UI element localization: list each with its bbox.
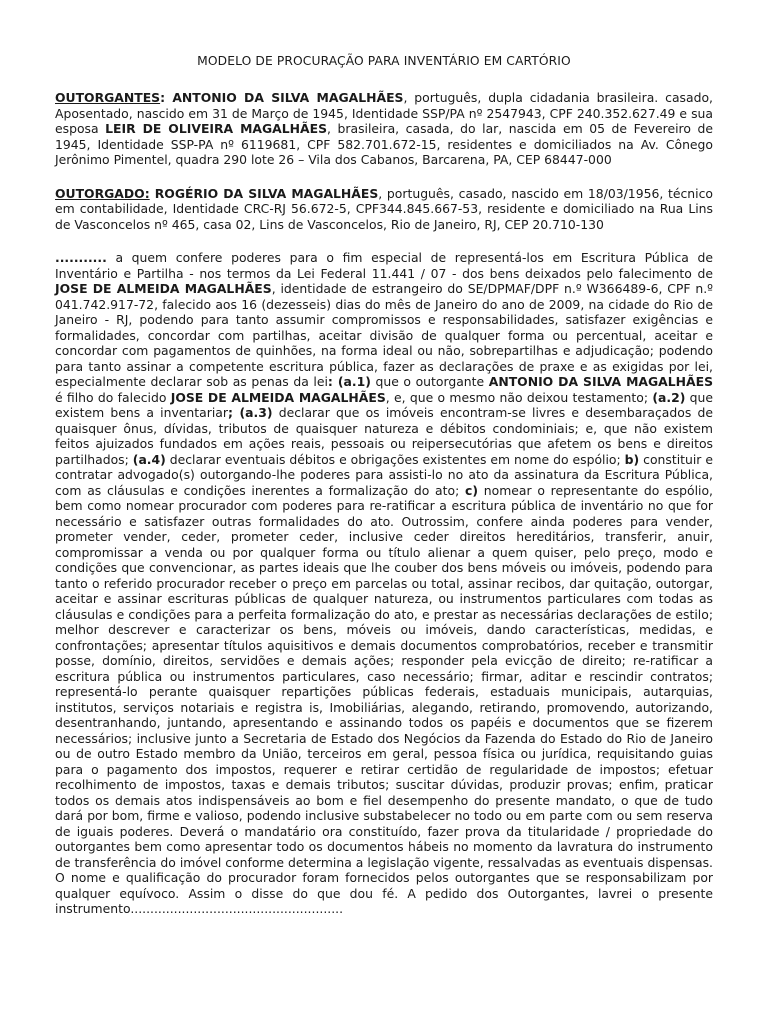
item-a1: : (a.1) xyxy=(327,374,371,389)
item-c: c) xyxy=(465,482,479,498)
outorgante-2-details: , brasileira, casada, do lar, nascida em 05 de Fevereiro de 1945, Identidade SSP-PA nº 6119681, CPF 582.701.672-15, residentes e domiciliados na Av. Cônego Jerônimo Pimentel, quadra 290 lote 26 – Vila dos Cabanos, Barcarena, PA, CEP 68447-000 xyxy=(55,121,713,167)
powers-paragraph xyxy=(55,250,713,917)
item-a2: (a.2) xyxy=(652,389,686,405)
deceased-name-1: JOSE DE ALMEIDA MAGALHÃES xyxy=(55,281,272,296)
outorgantes-label: OUTORGANTES xyxy=(55,90,161,105)
outorgado-name: ROGÉRIO DA SILVA MAGALHÃES xyxy=(154,185,379,201)
outorgantes-colon: : xyxy=(160,90,173,105)
body-text-6: que existem bens a inventariar xyxy=(55,389,714,420)
body-text-5: , e, que o mesmo não deixou testamento; xyxy=(385,389,653,405)
outorgantes-paragraph xyxy=(55,90,713,168)
item-b: b) xyxy=(624,451,640,467)
body-text-10: nomear o representante do espólio, bem como nomear procurador com poderes para re-ratificar a escritura pública de inventário no que for necessário e satisfazer outras formalidades do ato. Outrossim, confere ainda poderes para vender, prometer vender, ceder, prometer ceder, inclusive ceder direitos hereditários, transferir, anuir, compromissar a venda ou por qualquer forma ou título alienar a quem quiser, pelo preço, modo e condições que convencionar, as partes ideais que lhe couber dos bens móveis ou imóveis, podendo para tanto o referido procurador receber o preço em parcelas ou total, assinar recibos, dar quitação, outorgar, aceitar e assinar escrituras públicas de qualquer natureza, ou instrumentos particulares com todas as cláusulas e condições para a perfeita formalização do ato, e prestar as necessárias declarações de estilo; melhor descrever e caracterizar os bens, móveis ou imóveis, dando características, medidas, e confrontações; apresentar títulos aquisitivos e demais documentos comprobatórios, receber e transmitir posse, domínio, direitos, servidões e demais ações; responder pela evicção de direito; re-ratificar a escritura pública ou instrumentos particulares, caso necessário; firmar, aditar e rescindir contratos; representá-lo perante quaisquer repartições públicas federais, estaduais municipais, autarquias, institutos, serviços notariais e registra is, Imobiliárias, alegando, retirando, promovendo, autorizando, desentranhando, juntando, apresentando e assinando todos os papéis e documentos que se fizerem necessários; inclusive junto a Secretaria de Estado dos Negócios da Fazenda do Estado do Rio de Janeiro ou de outro Estado membro da União, terceiros em geral, pessoa física ou jurídica, requisitando guias para o pagamento dos impostos, requerer e retirar certidão de regularidade de impostos; efetuar recolhimento de impostos, taxas e demais tributos; suscitar dúvidas, produzir provas; enfim, praticar todos os demais atos indispensáveis ao bom e fiel desempenho do presente mandato, o que de tudo dará por bom, firme e valioso, podendo inclusive substabelecer no todo ou em parte com ou sem reserva de iguais poderes. Deverá o mandatário ora constituído, fazer prova da titularidade / propriedade do outorgantes bem como apresentar todo os documentos hábeis no momento da lavratura do instrumento de transferência do imóvel conforme determina a legislação vigente, ressalvadas as eventuais dispensas. O nome e qualificação do procurador foram fornecidos pelos outorgantes que se responsabilizam por qualquer equívoco. Assim o disse do que dou fé. A pedido dos Outorgantes, lavrei o presente instrumento...................................................... xyxy=(55,482,713,916)
outorgado-label: OUTORGADO: xyxy=(55,185,150,201)
body-text-4: é filho do falecido xyxy=(55,389,171,405)
body-text-7: declarar que os imóveis encontram-se livres e desembaraçados de quaisquer ônus, dívidas, tributos de quaisquer natureza e débitos condominiais; e, que não existem feitos ajuizados fundados em ações reais, pessoais ou reipersecutórias que afetem os bens e direitos partilhados; xyxy=(55,405,713,467)
item-a4: (a.4) xyxy=(132,451,166,467)
body-text-8: declarar eventuais débitos e obrigações existentes em nome do espólio; xyxy=(165,451,625,467)
item-a3: ; (a.3) xyxy=(227,405,273,420)
outorgante-1-details: , português, dupla cidadania brasileira. casado, Aposentado, nascido em 31 de Março de 1945, Identidade SSP/PA nº 2547943, CPF 240.352.627.49 e sua esposa xyxy=(55,90,713,136)
outorgante-name-ref: ANTONIO DA SILVA MAGALHÃES xyxy=(488,374,713,389)
body-text-1: a quem confere poderes para o fim especial de representá-los em Escritura Pública de Inventário e Partilha - nos termos da Lei Federal 11.441 / 07 - dos bens deixados pelo falecimento de xyxy=(55,250,713,281)
outorgado-paragraph xyxy=(55,186,713,233)
body-text-3: que o outorgante xyxy=(370,374,489,389)
document-title: MODELO DE PROCURAÇÃO PARA INVENTÁRIO EM CARTÓRIO xyxy=(197,54,571,68)
blank-dots: ........... xyxy=(55,250,107,265)
outorgado-details: , português, casado, nascido em 18/03/1956, técnico em contabilidade, Identidade CRC-RJ 56.672-5, CPF344.845.667-53, residente e domiciliado na Rua Lins de Vasconcelos nº 465, casa 02, Lins de Vasconcelos, Rio de Janeiro, RJ, CEP 20.710-130 xyxy=(55,185,713,232)
body-text-2: , identidade de estrangeiro do SE/DPMAF/DPF n.º W366489-6, CPF n.º 041.742.917-72, falecido aos 16 (dezesseis) dias do mês de Janeiro do ano de 2009, na cidade do Rio de Janeiro - RJ, podendo para tanto assumir compromissos e responsabilidades, satisfazer exigências e formalidades, concordar com partilhas, aceitar divisão de qualquer forma ou percentual, aceitar e concordar com pagamentos de quinhões, na forma ideal ou não, sobrepartilhas e adjudicação; podendo para tanto assinar a competente escritura pública, fazer as declarações de praxe e as exigidas por lei, especialmente declarar sob as penas da lei xyxy=(55,281,713,389)
outorgante-1-name: ANTONIO DA SILVA MAGALHÃES xyxy=(172,90,404,105)
body-text-9: constituir e contratar advogado(s) outorgando-lhe poderes para assisti-lo no ato da assinatura da Escritura Pública, com as cláusulas e condições inerentes a formalização do ato; xyxy=(55,451,713,498)
outorgante-2-name: LEIR DE OLIVEIRA MAGALHÃES xyxy=(105,121,328,136)
deceased-name-2: JOSE DE ALMEIDA MAGALHÃES xyxy=(170,389,386,405)
